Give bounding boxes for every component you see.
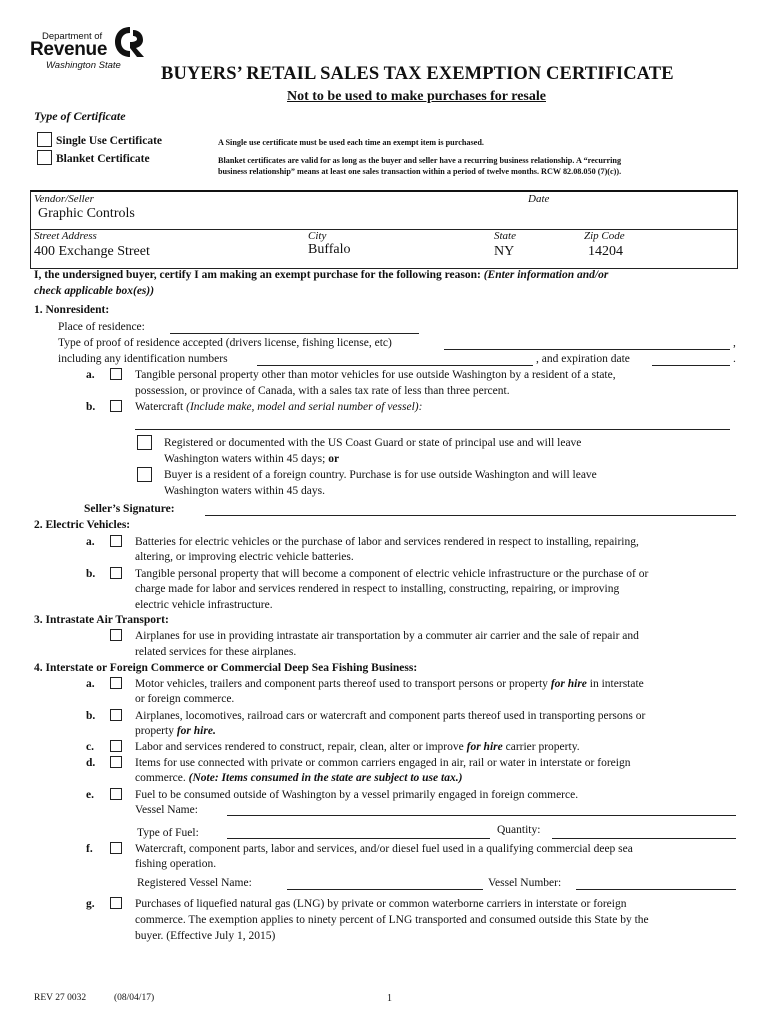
item-2a-letter: a. (86, 536, 95, 548)
item-4e-checkbox[interactable] (110, 788, 122, 800)
item-2b-text-line-1: Tangible personal property that will become a component of electric vehicle infrastructure or the purchase of or (135, 568, 649, 580)
item-4d-text-line-2 (135, 771, 462, 785)
blanket-label: Blanket Certificate (56, 153, 150, 165)
blanket-note-line-1: Blanket certificates are valid for as long as the buyer and seller have a recurring business relationship. A “recurring (218, 156, 622, 165)
item-2a-text-line-2: altering, or improving electric vehicle batteries. (135, 551, 354, 563)
item-4b-text-line-1: Airplanes, locomotives, railroad cars or watercraft and component parts thereof used in transporting persons or (135, 710, 646, 722)
item-3-text-line-1: Airplanes for use in providing intrastate air transportation by a commuter air carrier and the sale of repair and (135, 630, 639, 642)
item-2b-letter: b. (86, 568, 96, 580)
state-label: State (494, 230, 516, 242)
item-4e-letter: e. (86, 789, 94, 801)
single-use-label: Single Use Certificate (56, 135, 163, 147)
date-label: Date (528, 193, 550, 205)
item-4g-text-line-3: buyer. (Effective July 1, 2015) (135, 930, 276, 942)
logo-sub-text: Washington State (46, 60, 121, 71)
proof-of-residence-label: Type of proof of residence accepted (drivers license, fishing license, etc) (58, 337, 392, 349)
item-4c-text-1a: Labor and services rendered to construct, repair, clean, alter or improve (135, 741, 467, 753)
vendor-value[interactable]: Graphic Controls (38, 206, 135, 221)
city-value[interactable]: Buffalo (308, 242, 351, 257)
item-2b-text-line-3: electric vehicle infrastructure. (135, 599, 273, 611)
identification-numbers-label: including any identification numbers (58, 353, 228, 365)
item-1a-letter: a. (86, 369, 95, 381)
vessel-name-field[interactable] (227, 815, 736, 816)
registered-vessel-name-label: Registered Vessel Name: (137, 877, 252, 889)
item-4f-letter: f. (86, 843, 93, 855)
vendor-label: Vendor/Seller (34, 193, 94, 205)
certify-italic-line-2: check applicable box(es)) (34, 285, 155, 297)
form-number: REV 27 0032 (34, 993, 87, 1003)
proof-comma: , (733, 337, 736, 349)
coast-guard-text-line-1: Registered or documented with the US Coast Guard or state of principal use and will leave (164, 437, 582, 449)
page-number: 1 (387, 993, 392, 1004)
item-4d-text-2a: commerce. (135, 772, 189, 784)
form-date: (08/04/17) (114, 993, 155, 1003)
place-of-residence-label: Place of residence: (58, 321, 145, 333)
coast-guard-or: or (328, 453, 340, 465)
expiration-date-label: , and expiration date (536, 353, 630, 365)
zip-code-value[interactable]: 14204 (588, 244, 623, 259)
expiration-date-field[interactable] (652, 365, 730, 366)
item-4a-for-hire: for hire (550, 678, 587, 690)
item-1b-text (135, 400, 422, 414)
expiration-period: . (733, 353, 736, 365)
quantity-label: Quantity: (497, 824, 541, 836)
section-4-header: 4. Interstate or Foreign Commerce or Commercial Deep Sea Fishing Business: (34, 662, 418, 674)
zip-code-label: Zip Code (584, 230, 625, 242)
item-2a-checkbox[interactable] (110, 535, 122, 547)
vessel-number-field[interactable] (576, 889, 736, 890)
item-4f-checkbox[interactable] (110, 842, 122, 854)
item-4a-letter: a. (86, 678, 95, 690)
item-4c-letter: c. (86, 741, 94, 753)
item-4a-text-line-1 (135, 677, 644, 691)
seller-signature-label: Seller’s Signature: (84, 503, 175, 515)
logo-top-text: Department of (42, 31, 103, 42)
item-4d-note: (Note: Items consumed in the state are subject to use tax.) (188, 772, 463, 784)
item-1a-checkbox[interactable] (110, 368, 122, 380)
item-4c-text-1b: carrier property. (502, 741, 580, 753)
type-of-certificate-label: Type of Certificate (34, 109, 126, 123)
single-use-checkbox[interactable] (37, 132, 52, 147)
certify-statement (34, 268, 608, 282)
quantity-field[interactable] (552, 838, 736, 839)
identification-numbers-field[interactable] (257, 365, 533, 366)
item-4b-checkbox[interactable] (110, 709, 122, 721)
watercraft-description-field[interactable] (135, 429, 730, 430)
certify-italic-text: (Enter information and/or (483, 269, 609, 281)
item-4g-checkbox[interactable] (110, 897, 122, 909)
item-4a-text-line-2: or foreign commerce. (135, 693, 235, 705)
item-4d-text-line-1: Items for use connected with private or common carriers engaged in air, rail or water in interstate or foreign (135, 757, 631, 769)
certify-bold-text: I, the undersigned buyer, certify I am making an exempt purchase for the following reason: (34, 269, 484, 281)
item-4c-for-hire: for hire (466, 741, 503, 753)
type-of-fuel-label: Type of Fuel: (137, 827, 199, 839)
item-4d-letter: d. (86, 757, 96, 769)
item-1b-instruction: (Include make, model and serial number of vessel): (186, 401, 423, 413)
state-value[interactable]: NY (494, 244, 515, 259)
registered-vessel-name-field[interactable] (287, 889, 483, 890)
blanket-note-line-2: business relationship” means at least one sales transaction within a period of twelve months. RCW 82.08.050 (7)(c)). (218, 167, 622, 176)
item-4d-checkbox[interactable] (110, 756, 122, 768)
item-3-text-line-2: related services for these airplanes. (135, 646, 297, 658)
item-1a-text-line-1: Tangible personal property other than motor vehicles for use outside Washington by a resident of a state, (135, 369, 616, 381)
foreign-resident-text-line-2: Washington waters within 45 days. (164, 485, 326, 497)
item-2a-text-line-1: Batteries for electric vehicles or the purchase of labor and services rendered in respect to installing, repairing, (135, 536, 639, 548)
item-4a-text-1a: Motor vehicles, trailers and component parts thereof used to transport persons or property (135, 678, 551, 690)
item-4b-for-hire: for hire. (176, 725, 216, 737)
coast-guard-checkbox[interactable] (137, 435, 152, 450)
item-4g-letter: g. (86, 898, 95, 910)
street-address-value[interactable]: 400 Exchange Street (34, 244, 150, 259)
item-4g-text-line-1: Purchases of liquefied natural gas (LNG) by private or common waterborne carriers in interstate or foreign (135, 898, 627, 910)
proof-of-residence-field[interactable] (444, 349, 730, 350)
single-use-note: A Single use certificate must be used each time an exempt item is purchased. (218, 138, 484, 147)
item-2b-text-line-2: charge made for labor and services rendered in respect to installing, constructing, repairing, or improving (135, 583, 620, 595)
page-title: BUYERS’ RETAIL SALES TAX EXEMPTION CERTIFICATE (161, 64, 674, 84)
coast-guard-text-line-2a: Washington waters within 45 days; (164, 453, 329, 465)
item-1b-letter: b. (86, 401, 96, 413)
item-1a-text-line-2: possession, or province of Canada, with a sales tax rate of less than three percent. (135, 385, 510, 397)
item-4g-text-line-2: commerce. The exemption applies to ninety percent of LNG transported and consumed outside this State by the (135, 914, 649, 926)
city-label: City (308, 230, 327, 242)
section-3-header: 3. Intrastate Air Transport: (34, 614, 169, 626)
type-of-fuel-field[interactable] (227, 838, 490, 839)
item-3-checkbox[interactable] (110, 629, 122, 641)
item-4a-checkbox[interactable] (110, 677, 122, 689)
section-1-header: 1. Nonresident: (34, 304, 110, 316)
item-4b-text-2a: property (135, 725, 177, 737)
coast-guard-text-line-2 (164, 452, 339, 466)
vessel-name-label: Vessel Name: (135, 804, 198, 816)
item-4a-text-1b: in interstate (586, 678, 644, 690)
item-4c-checkbox[interactable] (110, 740, 122, 752)
foreign-resident-checkbox[interactable] (137, 467, 152, 482)
item-4f-text-line-1: Watercraft, component parts, labor and services, and/or diesel fuel used in a qualifying commercial deep sea (135, 843, 633, 855)
section-2-header: 2. Electric Vehicles: (34, 519, 131, 531)
foreign-resident-text-line-1: Buyer is a resident of a foreign country. Purchase is for use outside Washington and will leave (164, 469, 597, 481)
vessel-number-label: Vessel Number: (488, 877, 562, 889)
logo-main-text: Revenue (30, 39, 108, 60)
item-1b-label: Watercraft (135, 401, 187, 413)
seller-signature-field[interactable] (205, 515, 736, 516)
washington-emblem-icon (112, 24, 148, 60)
page-subtitle: Not to be used to make purchases for resale (287, 89, 546, 104)
item-4c-text (135, 740, 580, 754)
street-address-label: Street Address (34, 230, 97, 242)
item-2b-checkbox[interactable] (110, 567, 122, 579)
item-4f-text-line-2: fishing operation. (135, 858, 217, 870)
item-4b-letter: b. (86, 710, 96, 722)
item-4b-text-line-2 (135, 724, 216, 738)
blanket-checkbox[interactable] (37, 150, 52, 165)
item-4e-text: Fuel to be consumed outside of Washington by a vessel primarily engaged in foreign commerce. (135, 789, 579, 801)
item-1b-checkbox[interactable] (110, 400, 122, 412)
place-of-residence-field[interactable] (170, 333, 419, 334)
